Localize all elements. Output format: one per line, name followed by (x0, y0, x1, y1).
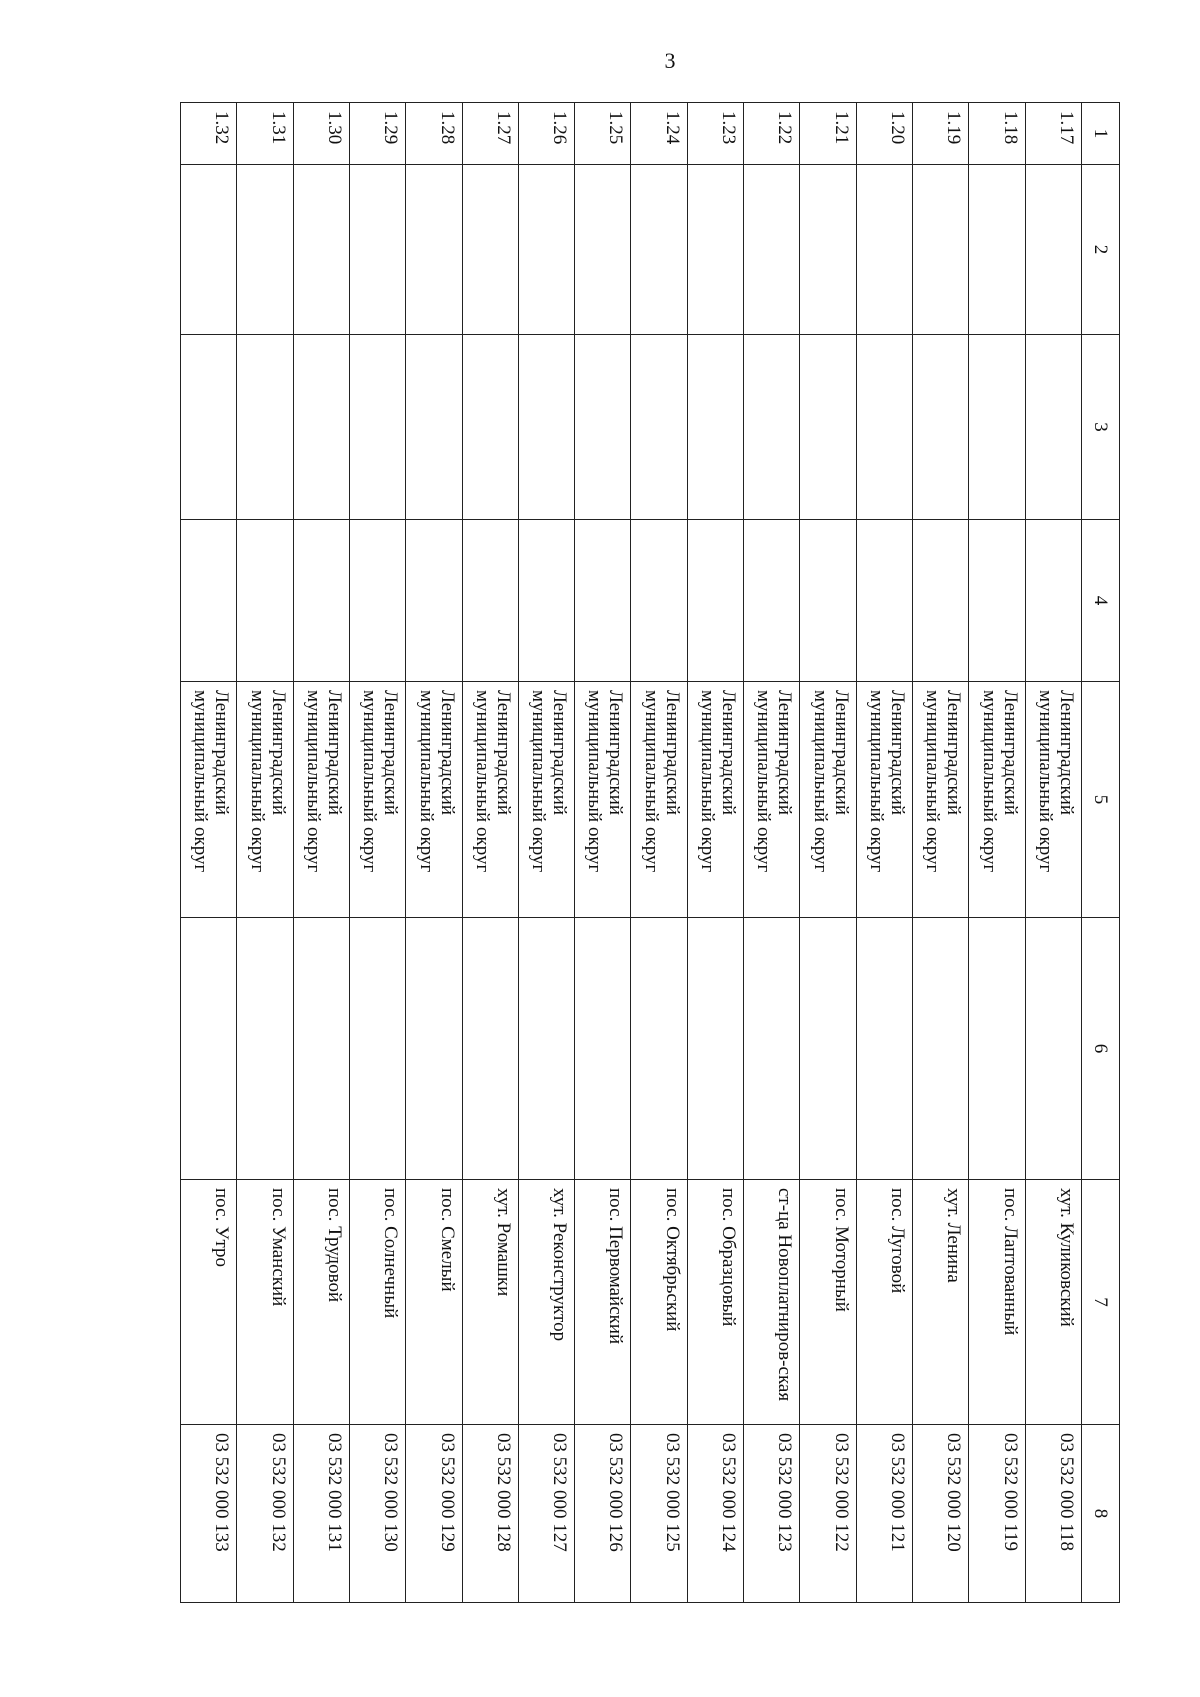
empty-cell (349, 918, 405, 1180)
settlement-cell: ст-ца Новоплатниров-ская (744, 1180, 800, 1425)
empty-cell (406, 520, 462, 682)
table-row (631, 103, 687, 1603)
code-cell: 03 532 000 133 (181, 1425, 237, 1603)
table-row (687, 103, 743, 1603)
code-cell: 03 532 000 128 (462, 1425, 518, 1603)
header-cell: 1 (1082, 103, 1120, 165)
row-number-cell: 1.32 (181, 103, 237, 165)
empty-cell (575, 165, 631, 335)
header-cell: 5 (1082, 682, 1120, 918)
district-cell: Ленинградский муниципальный округ (969, 682, 1025, 918)
code-cell: 03 532 000 127 (518, 1425, 574, 1603)
district-cell: Ленинградский муниципальный округ (800, 682, 856, 918)
empty-cell (293, 520, 349, 682)
empty-cell (1025, 165, 1081, 335)
table-row (575, 103, 631, 1603)
code-cell: 03 532 000 130 (349, 1425, 405, 1603)
table-container (180, 102, 1120, 1602)
code-cell: 03 532 000 121 (856, 1425, 912, 1603)
empty-cell (237, 165, 293, 335)
empty-cell (687, 918, 743, 1180)
empty-cell (969, 165, 1025, 335)
empty-cell (181, 165, 237, 335)
empty-cell (969, 520, 1025, 682)
table-row (349, 103, 405, 1603)
settlement-cell: пос. Луговой (856, 1180, 912, 1425)
code-cell: 03 532 000 122 (800, 1425, 856, 1603)
empty-cell (237, 335, 293, 520)
empty-cell (462, 520, 518, 682)
empty-cell (800, 520, 856, 682)
empty-cell (181, 520, 237, 682)
empty-cell (1025, 335, 1081, 520)
row-number-cell: 1.22 (744, 103, 800, 165)
code-cell: 03 532 000 123 (744, 1425, 800, 1603)
empty-cell (631, 165, 687, 335)
code-cell: 03 532 000 129 (406, 1425, 462, 1603)
table-row (406, 103, 462, 1603)
empty-cell (800, 335, 856, 520)
empty-cell (856, 918, 912, 1180)
header-cell: 6 (1082, 918, 1120, 1180)
empty-cell (462, 335, 518, 520)
row-number-cell: 1.20 (856, 103, 912, 165)
district-cell: Ленинградский муниципальный округ (575, 682, 631, 918)
settlement-cell: пос. Утро (181, 1180, 237, 1425)
district-cell: Ленинградский муниципальный округ (1025, 682, 1081, 918)
empty-cell (631, 918, 687, 1180)
empty-cell (856, 335, 912, 520)
empty-cell (969, 918, 1025, 1180)
empty-cell (800, 165, 856, 335)
empty-cell (349, 520, 405, 682)
settlement-cell: пос. Моторный (800, 1180, 856, 1425)
empty-cell (406, 918, 462, 1180)
table-body (181, 103, 1082, 1603)
settlement-cell: пос. Лаптованный (969, 1180, 1025, 1425)
district-cell: Ленинградский муниципальный округ (518, 682, 574, 918)
empty-cell (856, 520, 912, 682)
district-cell: Ленинградский муниципальный округ (744, 682, 800, 918)
rotated-table-frame (180, 102, 1120, 1602)
code-cell: 03 532 000 131 (293, 1425, 349, 1603)
empty-cell (913, 165, 969, 335)
table-row (518, 103, 574, 1603)
empty-cell (518, 918, 574, 1180)
code-cell: 03 532 000 120 (913, 1425, 969, 1603)
district-cell: Ленинградский муниципальный округ (856, 682, 912, 918)
row-number-cell: 1.19 (913, 103, 969, 165)
row-number-cell: 1.28 (406, 103, 462, 165)
table-row (969, 103, 1025, 1603)
settlement-cell: пос. Трудовой (293, 1180, 349, 1425)
empty-cell (575, 918, 631, 1180)
empty-cell (800, 918, 856, 1180)
empty-cell (237, 918, 293, 1180)
settlements-table (180, 102, 1120, 1603)
row-number-cell: 1.27 (462, 103, 518, 165)
empty-cell (913, 335, 969, 520)
header-cell: 2 (1082, 165, 1120, 335)
table-row (293, 103, 349, 1603)
settlement-cell: пос. Уманский (237, 1180, 293, 1425)
row-number-cell: 1.18 (969, 103, 1025, 165)
empty-cell (518, 335, 574, 520)
table-row (237, 103, 293, 1603)
row-number-cell: 1.23 (687, 103, 743, 165)
empty-cell (237, 520, 293, 682)
empty-cell (406, 335, 462, 520)
empty-cell (1025, 918, 1081, 1180)
table-row (800, 103, 856, 1603)
empty-cell (744, 165, 800, 335)
table-row (181, 103, 237, 1603)
header-cell: 7 (1082, 1180, 1120, 1425)
empty-cell (575, 335, 631, 520)
row-number-cell: 1.31 (237, 103, 293, 165)
empty-cell (687, 165, 743, 335)
district-cell: Ленинградский муниципальный округ (913, 682, 969, 918)
empty-cell (181, 918, 237, 1180)
empty-cell (856, 165, 912, 335)
code-cell: 03 532 000 132 (237, 1425, 293, 1603)
settlement-cell: пос. Солнечный (349, 1180, 405, 1425)
row-number-cell: 1.24 (631, 103, 687, 165)
table-row (1025, 103, 1081, 1603)
settlement-cell: пос. Октябрьский (631, 1180, 687, 1425)
empty-cell (687, 335, 743, 520)
row-number-cell: 1.29 (349, 103, 405, 165)
row-number-cell: 1.26 (518, 103, 574, 165)
row-number-cell: 1.21 (800, 103, 856, 165)
settlement-cell: хут. Ленина (913, 1180, 969, 1425)
table-row (744, 103, 800, 1603)
empty-cell (687, 520, 743, 682)
code-cell: 03 532 000 119 (969, 1425, 1025, 1603)
header-row (1082, 103, 1120, 1603)
code-cell: 03 532 000 126 (575, 1425, 631, 1603)
empty-cell (462, 165, 518, 335)
table-row (462, 103, 518, 1603)
code-cell: 03 532 000 124 (687, 1425, 743, 1603)
empty-cell (913, 918, 969, 1180)
empty-cell (631, 520, 687, 682)
district-cell: Ленинградский муниципальный округ (181, 682, 237, 918)
district-cell: Ленинградский муниципальный округ (237, 682, 293, 918)
empty-cell (293, 165, 349, 335)
empty-cell (744, 918, 800, 1180)
empty-cell (518, 165, 574, 335)
district-cell: Ленинградский муниципальный округ (406, 682, 462, 918)
empty-cell (349, 335, 405, 520)
empty-cell (518, 520, 574, 682)
settlement-cell: хут. Ромашки (462, 1180, 518, 1425)
row-number-cell: 1.30 (293, 103, 349, 165)
code-cell: 03 532 000 118 (1025, 1425, 1081, 1603)
empty-cell (631, 335, 687, 520)
empty-cell (462, 918, 518, 1180)
header-cell: 8 (1082, 1425, 1120, 1603)
header-cell: 4 (1082, 520, 1120, 682)
empty-cell (1025, 520, 1081, 682)
code-cell: 03 532 000 125 (631, 1425, 687, 1603)
row-number-cell: 1.25 (575, 103, 631, 165)
district-cell: Ленинградский муниципальный округ (462, 682, 518, 918)
settlement-cell: пос. Образцовый (687, 1180, 743, 1425)
empty-cell (744, 520, 800, 682)
empty-cell (293, 918, 349, 1180)
empty-cell (406, 165, 462, 335)
empty-cell (744, 335, 800, 520)
empty-cell (913, 520, 969, 682)
settlement-cell: хут. Реконструктор (518, 1180, 574, 1425)
empty-cell (349, 165, 405, 335)
empty-cell (575, 520, 631, 682)
district-cell: Ленинградский муниципальный округ (293, 682, 349, 918)
settlement-cell: пос. Первомайский (575, 1180, 631, 1425)
district-cell: Ленинградский муниципальный округ (631, 682, 687, 918)
settlement-cell: хут. Куликовский (1025, 1180, 1081, 1425)
page-number: 3 (664, 48, 676, 73)
header-cell: 3 (1082, 335, 1120, 520)
table-row (913, 103, 969, 1603)
settlement-cell: пос. Смелый (406, 1180, 462, 1425)
row-number-cell: 1.17 (1025, 103, 1081, 165)
district-cell: Ленинградский муниципальный округ (349, 682, 405, 918)
table-row (856, 103, 912, 1603)
empty-cell (181, 335, 237, 520)
empty-cell (293, 335, 349, 520)
district-cell: Ленинградский муниципальный округ (687, 682, 743, 918)
empty-cell (969, 335, 1025, 520)
